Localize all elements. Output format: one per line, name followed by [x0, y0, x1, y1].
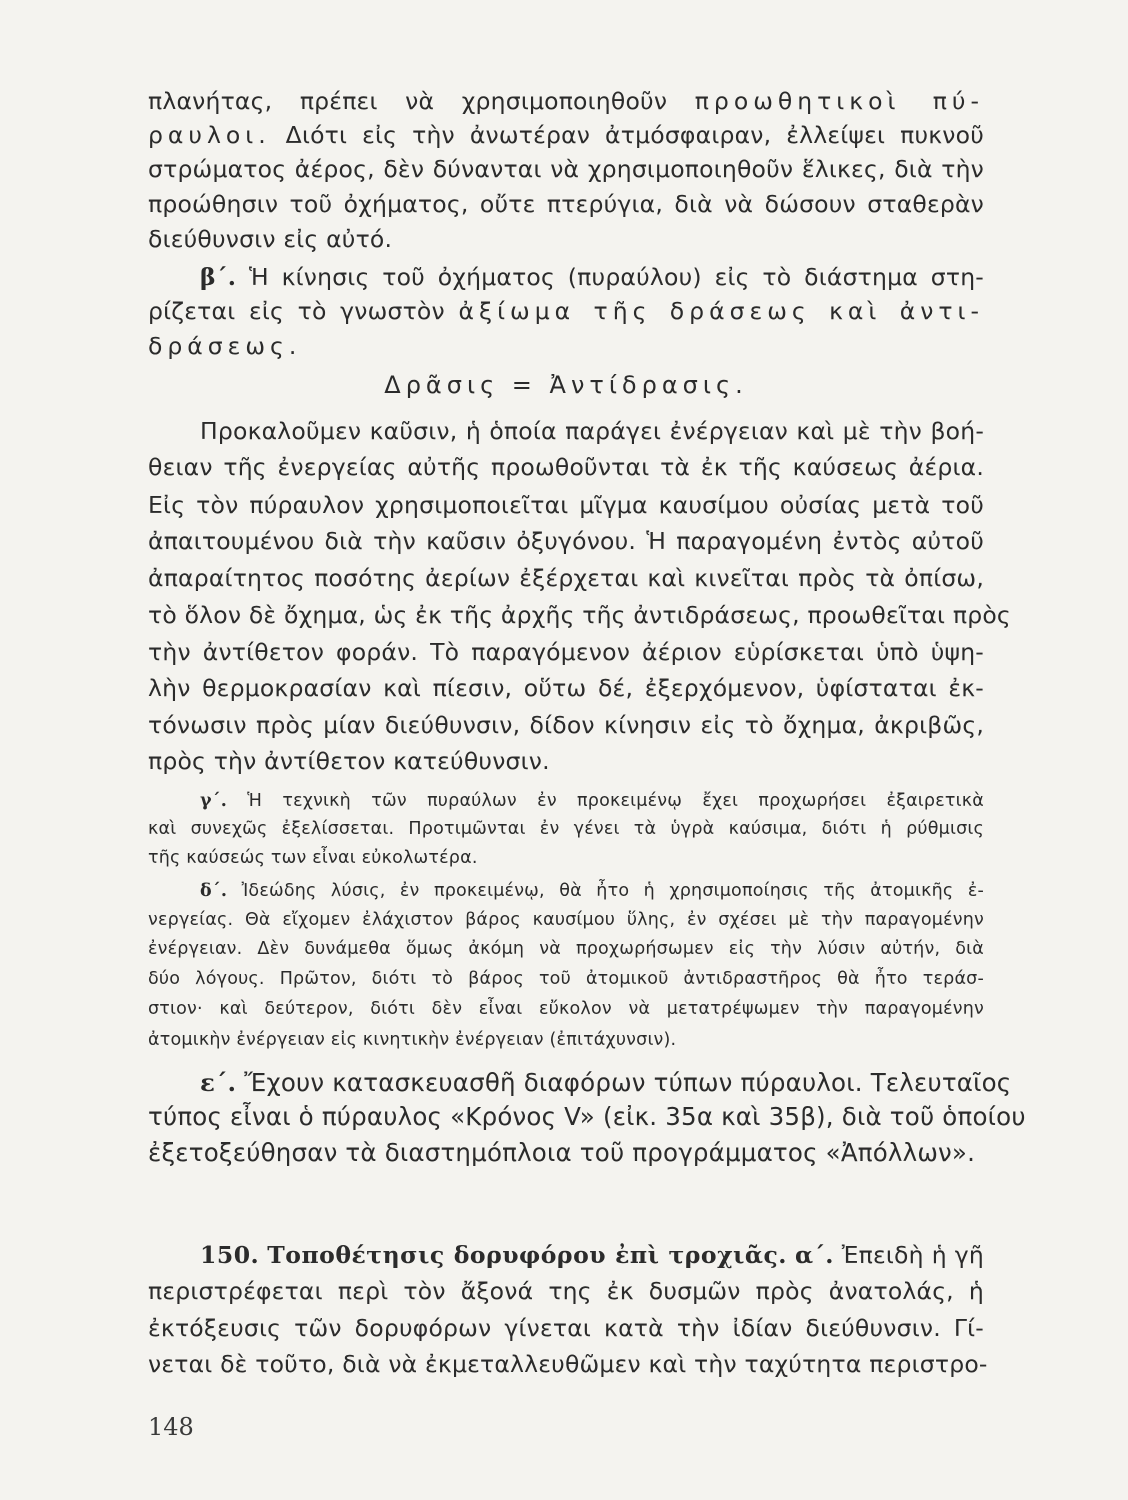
text-line: Προκαλοῦμεν καῦσιν, ἡ ὁποία παράγει ἐνέργειαν καὶ μὲ τὴν βοή-: [200, 417, 984, 445]
text-line: διεύθυνσιν εἰς αὐτό.: [148, 225, 393, 253]
text-line: νεργείας. Θὰ εἴχομεν ἐλάχιστον βάρος καυσίμου ὕλης, ἐν σχέσει μὲ τὴν παραγομένην: [148, 910, 984, 930]
text-line: ρίζεται εἰς τὸ γνωστὸν ἀξίωμα τῆς δράσεως καὶ ἀντι-: [148, 297, 984, 325]
text-line: ἐξετοξεύθησαν τὰ διαστημόπλοια τοῦ προγράμματος «Ἀπόλλων».: [148, 1138, 976, 1167]
section-title: Τοποθέτησις δορυφόρου ἐπὶ τροχιᾶς.: [267, 1241, 787, 1269]
paragraph-marker-gamma: γ΄.: [200, 791, 227, 811]
paragraph-marker-delta: δ΄.: [200, 881, 228, 901]
text-line: πρὸς τὴν ἀντίθετον κατεύθυνσιν.: [148, 747, 550, 775]
text-line: β΄. Ἡ κίνησις τοῦ ὀχήματος (πυραύλου) εἰς τὸ διάστημα στη-: [200, 263, 984, 291]
paragraph-marker-alpha: α΄.: [795, 1241, 834, 1269]
text-line: δύο λόγους. Πρῶτον, διότι τὸ βάρος τοῦ ἀτομικοῦ ἀντιδραστῆρος θὰ ἦτο τεράσ-: [148, 969, 984, 989]
text-line: τόνωσιν πρὸς μίαν διεύθυνσιν, δίδον κίνησιν εἰς τὸ ὄχημα, ἀκριβῶς,: [148, 711, 984, 739]
text-line: ραυλοι. Διότι εἰς τὴν ἀνωτέραν ἀτμόσφαιραν, ἐλλείψει πυκνοῦ: [148, 121, 984, 149]
text-line: καὶ συνεχῶς ἐξελίσσεται. Προτιμῶνται ἐν γένει τὰ ὑγρὰ καύσιμα, διότι ἡ ρύθμισις: [148, 819, 984, 839]
text-line: πλανήτας, πρέπει νὰ χρησιμοποιηθοῦν προωθητικοὶ πύ-: [148, 87, 985, 115]
text-line: Εἰς τὸν πύραυλον χρησιμοποιεῖται μῖγμα καυσίμου οὐσίας μετὰ τοῦ: [148, 491, 984, 519]
text-line: στρώματος ἀέρος, δὲν δύνανται νὰ χρησιμοποιηθοῦν ἕλικες, διὰ τὴν: [148, 155, 984, 183]
section-heading-line: 150. Τοποθέτησις δορυφόρου ἐπὶ τροχιᾶς. α΄. Ἐπειδὴ ἡ γῆ: [200, 1241, 985, 1269]
text-line: ε΄. Ἔχουν κατασκευασθῆ διαφόρων τύπων πύραυλοι. Τελευταῖος: [200, 1068, 1012, 1097]
text-line: γ΄. Ἡ τεχνικὴ τῶν πυραύλων ἐν προκειμένῳ ἔχει προχωρήσει ἐξαιρετικὰ: [200, 791, 985, 811]
text-line: τὸ ὅλον δὲ ὄχημα, ὡς ἐκ τῆς ἀρχῆς τῆς ἀντιδράσεως, προωθεῖται πρὸς: [148, 601, 1011, 629]
text-line: ἀτομικὴν ἐνέργειαν εἰς κινητικὴν ἐνέργειαν (ἐπιτάχυνσιν).: [148, 1030, 677, 1050]
text-line: περιστρέφεται περὶ τὸν ἄξονά της ἐκ δυσμῶν πρὸς ἀνατολάς, ἡ: [148, 1277, 984, 1305]
text-line: δ΄. Ἰδεώδης λύσις, ἐν προκειμένῳ, θὰ ἦτο ἡ χρησιμοποίησις τῆς ἀτομικῆς ἐ-: [200, 881, 984, 901]
text-line: δράσεως.: [148, 332, 302, 360]
text-line: ἐνέργειαν. Δὲν δυνάμεθα ὅμως ἀκόμη νὰ προχωρήσωμεν εἰς τὴν λύσιν αὐτήν, διὰ: [148, 939, 984, 959]
text-line: προώθησιν τοῦ ὀχήματος, οὔτε πτερύγια, διὰ νὰ δώσουν σταθερὰν: [148, 190, 984, 218]
text-line: στιον· καὶ δεύτερον, διότι δὲν εἶναι εὔκολον νὰ μετατρέψωμεν τὴν παραγομένην: [148, 999, 984, 1019]
section-number: 150.: [200, 1241, 260, 1269]
text-line: ἀπαιτουμένου διὰ τὴν καῦσιν ὀξυγόνου. Ἡ παραγομένη ἐντὸς αὐτοῦ: [148, 527, 984, 555]
paragraph-marker-epsilon: ε΄.: [200, 1068, 237, 1097]
text-line: νεται δὲ τοῦτο, διὰ νὰ ἐκμεταλλευθῶμεν καὶ τὴν ταχύτητα περιστρο-: [148, 1350, 988, 1378]
text-line: τύπος εἶναι ὁ πύραυλος «Κρόνος V» (εἰκ. 35α καὶ 35β), διὰ τοῦ ὁποίου: [148, 1102, 1026, 1131]
page-number: 148: [148, 1413, 194, 1441]
text-line: λὴν θερμοκρασίαν καὶ πίεσιν, οὕτω δέ, ἐξερχόμενον, ὑφίσταται ἐκ-: [148, 674, 984, 702]
text-line: ἐκτόξευσις τῶν δορυφόρων γίνεται κατὰ τὴν ἰδίαν διεύθυνσιν. Γί-: [148, 1314, 984, 1342]
paragraph-marker-beta: β΄.: [200, 263, 237, 291]
text-line: τῆς καύσεώς των εἶναι εὐκολωτέρα.: [148, 848, 478, 868]
text-line: ἀπαραίτητος ποσότης ἀερίων ἐξέρχεται καὶ κινεῖται πρὸς τὰ ὀπίσω,: [148, 564, 984, 592]
text-line: τὴν ἀντίθετον φοράν. Τὸ παραγόμενον ἀέριον εὑρίσκεται ὑπὸ ὑψη-: [148, 638, 984, 666]
formula: Δρᾶσις = Ἀντίδρασις.: [384, 371, 748, 399]
text-line: θειαν τῆς ἐνεργείας αὐτῆς προωθοῦνται τὰ ἐκ τῆς καύσεως ἀέρια.: [148, 453, 984, 481]
